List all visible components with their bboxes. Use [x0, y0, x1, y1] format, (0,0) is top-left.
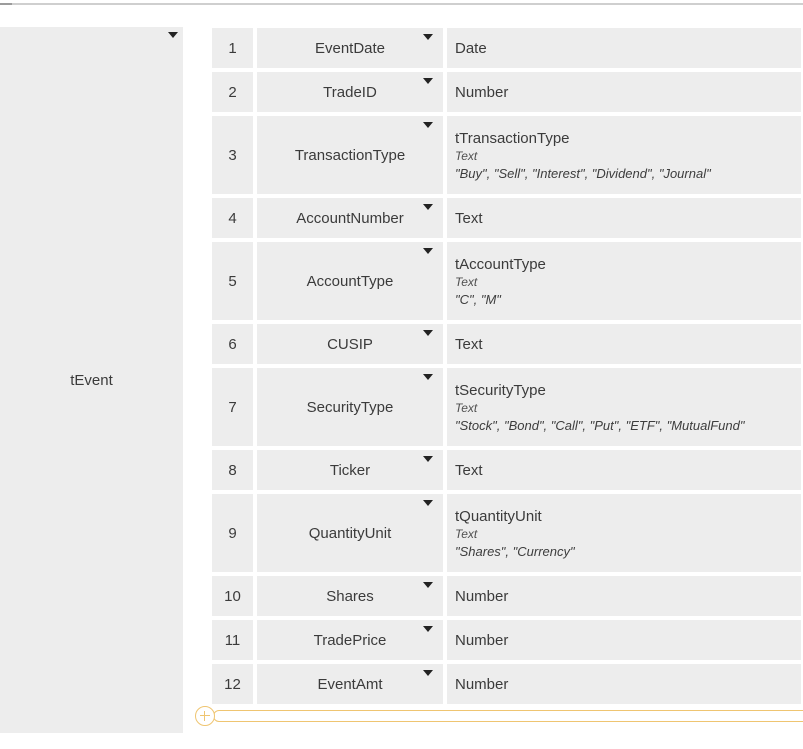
field-name-cell[interactable] [257, 450, 443, 490]
row-number: 6 [212, 324, 253, 364]
table-row [212, 494, 801, 572]
row-number: 1 [212, 28, 253, 68]
chevron-down-icon[interactable] [423, 670, 433, 676]
table-row [212, 450, 801, 490]
field-name-cell[interactable] [257, 28, 443, 68]
chevron-down-icon[interactable] [423, 582, 433, 588]
field-name: AccountNumber [296, 209, 404, 227]
field-type-cell[interactable] [447, 494, 801, 572]
chevron-down-icon[interactable] [423, 500, 433, 506]
fields-table [212, 28, 801, 704]
field-type: tSecurityType [455, 381, 546, 399]
field-type-cell[interactable] [447, 450, 801, 490]
top-divider [0, 3, 803, 5]
field-name: CUSIP [327, 335, 373, 353]
field-base-type: Text [455, 400, 478, 415]
field-type: Text [455, 461, 483, 479]
row-number: 10 [212, 576, 253, 616]
field-name: EventDate [314, 39, 386, 57]
chevron-down-icon[interactable] [423, 248, 433, 254]
field-type: Text [455, 335, 483, 353]
table-row [212, 242, 801, 320]
chevron-down-icon[interactable] [423, 626, 433, 632]
field-enum-values: "Buy", "Sell", "Interest", "Dividend", "Journal" [455, 165, 711, 181]
chevron-down-icon[interactable] [423, 34, 433, 40]
field-enum-values: "Shares", "Currency" [455, 543, 575, 559]
field-name: TransactionType [294, 146, 406, 164]
table-row [212, 620, 801, 660]
field-name-cell[interactable] [257, 494, 443, 572]
chevron-down-icon[interactable] [168, 32, 178, 38]
table-row [212, 664, 801, 704]
field-type-cell[interactable] [447, 28, 801, 68]
chevron-down-icon[interactable] [423, 78, 433, 84]
field-name-cell[interactable] [257, 664, 443, 704]
field-type-cell[interactable] [447, 242, 801, 320]
field-enum-values: "C", "M" [455, 291, 501, 307]
field-base-type: Text [455, 148, 478, 163]
field-type-cell[interactable] [447, 576, 801, 616]
entity-panel[interactable] [0, 27, 183, 733]
row-number: 5 [212, 242, 253, 320]
field-name-cell[interactable] [257, 242, 443, 320]
field-name: TradePrice [313, 631, 387, 649]
field-type: Date [455, 39, 487, 57]
row-number: 8 [212, 450, 253, 490]
add-field-line[interactable] [213, 710, 803, 722]
field-type: tTransactionType [455, 129, 570, 147]
field-name: QuantityUnit [308, 524, 392, 542]
field-type: Number [455, 631, 509, 649]
field-name: TradeID [323, 83, 377, 101]
table-row [212, 576, 801, 616]
field-type: Number [455, 675, 509, 693]
row-number: 7 [212, 368, 253, 446]
field-type-cell[interactable] [447, 116, 801, 194]
plus-icon[interactable] [195, 706, 215, 726]
entity-name: tEvent [70, 371, 113, 389]
field-type-cell[interactable] [447, 368, 801, 446]
field-name: Shares [326, 587, 374, 605]
field-base-type: Text [455, 526, 478, 541]
chevron-down-icon[interactable] [423, 330, 433, 336]
table-row [212, 198, 801, 238]
table-row [212, 72, 801, 112]
field-type: tAccountType [455, 255, 546, 273]
table-row [212, 368, 801, 446]
chevron-down-icon[interactable] [423, 122, 433, 128]
field-name-cell[interactable] [257, 368, 443, 446]
chevron-down-icon[interactable] [423, 374, 433, 380]
field-name: EventAmt [317, 675, 383, 693]
field-name-cell[interactable] [257, 116, 443, 194]
row-number: 3 [212, 116, 253, 194]
top-divider-accent [0, 3, 12, 5]
field-name: Ticker [329, 461, 371, 479]
field-name-cell[interactable] [257, 620, 443, 660]
table-row [212, 116, 801, 194]
field-name-cell[interactable] [257, 198, 443, 238]
chevron-down-icon[interactable] [423, 204, 433, 210]
field-name: AccountType [306, 272, 394, 290]
field-type-cell[interactable] [447, 664, 801, 704]
field-type: tQuantityUnit [455, 507, 542, 525]
field-name-cell[interactable] [257, 324, 443, 364]
row-number: 12 [212, 664, 253, 704]
field-name: SecurityType [306, 398, 394, 416]
row-number: 11 [212, 620, 253, 660]
table-row [212, 28, 801, 68]
field-type-cell[interactable] [447, 72, 801, 112]
field-type: Number [455, 83, 509, 101]
row-number: 9 [212, 494, 253, 572]
field-enum-values: "Stock", "Bond", "Call", "Put", "ETF", "MutualFund" [455, 417, 745, 433]
field-type-cell[interactable] [447, 620, 801, 660]
field-name-cell[interactable] [257, 576, 443, 616]
field-type: Text [455, 209, 483, 227]
chevron-down-icon[interactable] [423, 456, 433, 462]
table-row [212, 324, 801, 364]
field-type: Number [455, 587, 509, 605]
field-base-type: Text [455, 274, 478, 289]
field-name-cell[interactable] [257, 72, 443, 112]
row-number: 4 [212, 198, 253, 238]
field-type-cell[interactable] [447, 198, 801, 238]
row-number: 2 [212, 72, 253, 112]
field-type-cell[interactable] [447, 324, 801, 364]
